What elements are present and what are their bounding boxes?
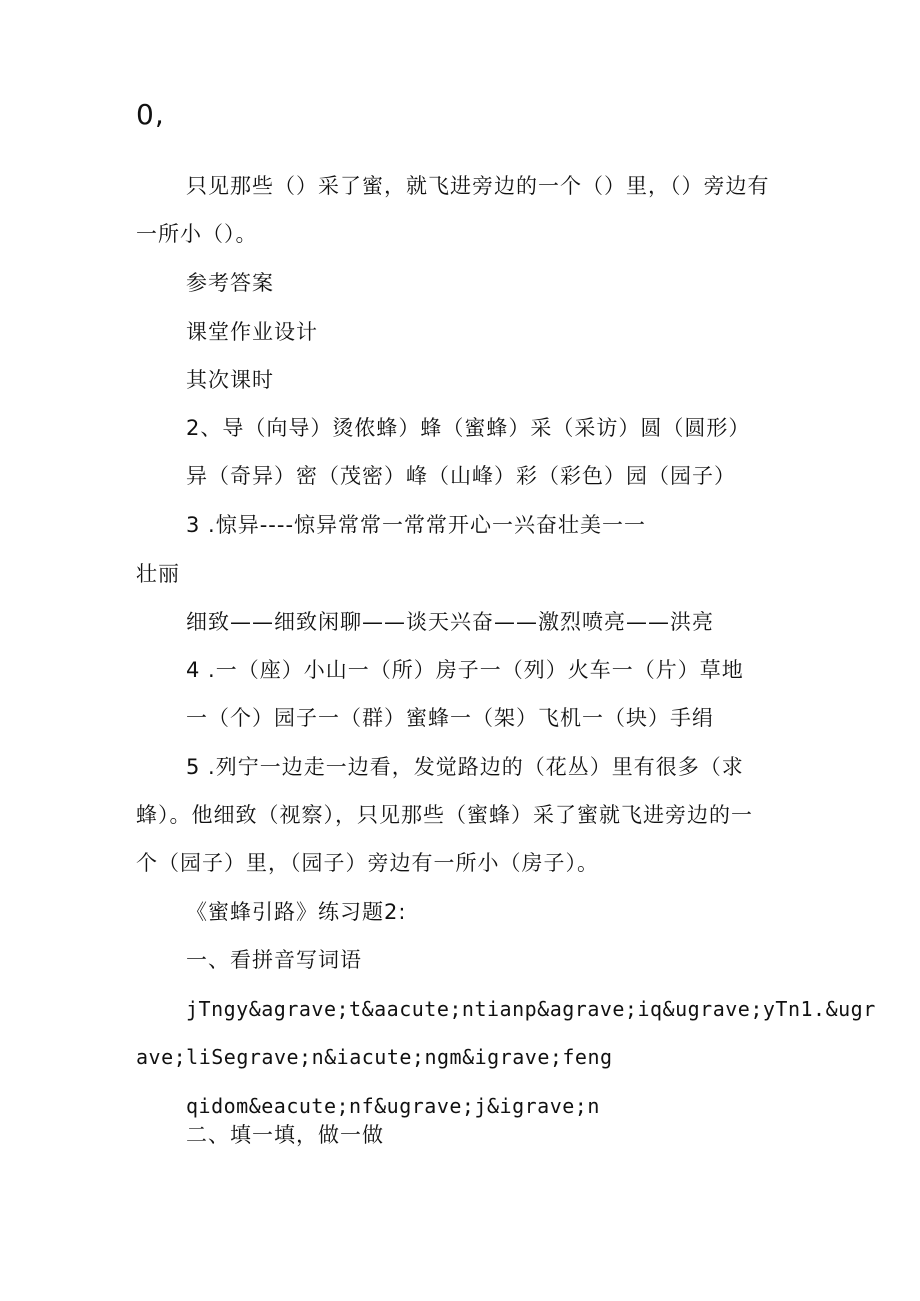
exercise-section-heading: 一、看拼音写词语 <box>186 948 362 972</box>
answer-line: 4 .一（座）小山一（所）房子一（列）火车一（片）草地 <box>186 658 744 682</box>
answer-line: 异（奇异）密（茂密）峰（山峰）彩（彩色）园（园子） <box>186 464 736 488</box>
answer-line: 壮丽 <box>136 562 180 586</box>
fill-blank-line: 一所小（）。 <box>136 222 258 246</box>
answer-line: 一（个）园子一（群）蜜蜂一（架）飞机一（块）手绢 <box>186 706 714 730</box>
section-heading: 课堂作业设计 <box>186 320 318 344</box>
answer-line: 3 .惊异----惊异常常一常常开心一兴奋壮美一一 <box>186 513 647 537</box>
answer-line: 2、导（向导）烫侬蜂）蜂（蜜蜂）采（采访）圆（圆形） <box>186 416 751 440</box>
answer-line: 细致——细致闲聊——谈天兴奋——激烈喷亮——洪亮 <box>186 610 714 634</box>
fill-blank-line: 只见那些（）采了蜜，就飞进旁边的一个（）里，（）旁边有 <box>186 174 770 198</box>
section-heading: 参考答案 <box>186 271 274 295</box>
answer-line: 5 .列宁一边走一边看，发觉路边的（花丛）里有很多（求 <box>186 755 744 779</box>
answer-line: 蜂）。他细致（视察），只见那些（蜜蜂）采了蜜就飞进旁边的一 <box>136 803 753 827</box>
exercise-title: 《蜜蜂引路》练习题2: <box>186 900 407 924</box>
answer-line: 个（园子）里，（园子）旁边有一所小（房子）。 <box>136 851 599 875</box>
page-fragment-heading: 0, <box>136 98 165 131</box>
pinyin-line: qidom&eacute;nf&ugrave;j&igrave;n <box>186 1094 600 1118</box>
pinyin-line: jTngy&agrave;t&aacute;ntianp&agrave;iq&ugrave;yTn1.&ugr <box>186 997 876 1021</box>
exercise-section-heading: 二、填一填，做一做 <box>186 1123 384 1147</box>
section-heading: 其次课时 <box>186 368 274 392</box>
pinyin-line: ave;liSegrave;n&iacute;ngm&igrave;feng <box>136 1045 613 1069</box>
